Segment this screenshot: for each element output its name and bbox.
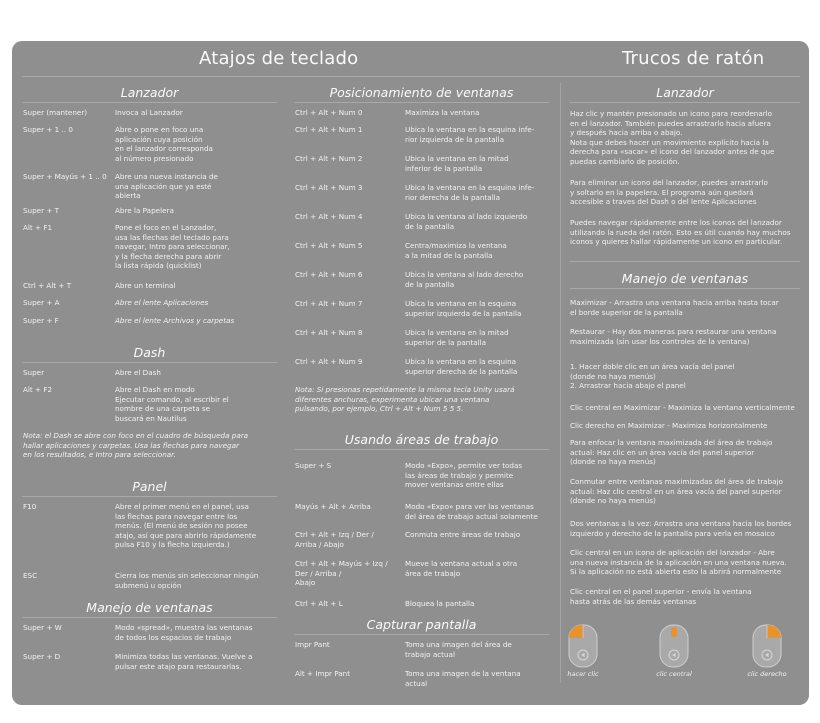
shortcut-row — [23, 108, 283, 118]
shortcut-description: Bloquea la pantalla — [405, 599, 475, 608]
shortcut-row — [23, 652, 283, 671]
shortcut-row — [295, 640, 555, 659]
shortcuts-title: Atajos de teclado — [199, 48, 359, 69]
mouse-launcher-tip-1: Haz clic y mantén presionado un icono para reordenarlo en el lanzador. También puedes arrastrarlo hacia afuera y después hacia arriba o abajo. Nota que debes hacer un movimiento explícito hacia la derecha para «sacar» el icono del lanzador antes de que puedas cambiarlo de posición. — [570, 109, 775, 166]
dash-note: Nota: el Dash se abre con foco en el cuadro de búsqueda para hallar aplicaciones y carpetas. Usa las flechas para navegar en los resultados, e Intro para seleccionar. — [23, 431, 249, 460]
shortcut-description: Toma una imagen del área de trabajo actual — [405, 640, 512, 659]
mouse-window-tip-restore: Restaurar - Hay dos maneras para restaurar una ventana maximizada (sin usar los controles de la ventana) — [570, 327, 777, 346]
shortcut-row — [295, 270, 555, 289]
mouse-window-tip-send-back: Clic central en el panel superior - envía la ventana hasta atrás de las demás ventanas — [570, 587, 752, 606]
shortcut-key: Ctrl + Alt + Num 0 — [295, 108, 363, 117]
divider — [570, 261, 800, 262]
shortcut-description: Mueve la ventana actual a otra área de trabajo — [405, 559, 518, 578]
shortcut-row — [23, 125, 283, 163]
right-click-label: clic derecho — [747, 670, 787, 678]
divider — [22, 102, 277, 103]
shortcut-key: Super + D — [23, 652, 61, 661]
shortcut-key: Ctrl + Alt + L — [295, 599, 343, 608]
shortcut-key: ESC — [23, 571, 38, 580]
shortcut-row — [23, 281, 283, 291]
shortcut-description: Invoca al Lanzador — [115, 108, 183, 117]
shortcut-row — [295, 502, 555, 521]
shortcut-row — [295, 299, 555, 318]
mouse-window-tip-new-instance: Clic central en un icono de aplicación del lanzador - Abre una nueva instancia de la aplicación en una ventana nueva. Si la aplicación no está abierta esto la abrirá normalmente — [570, 548, 787, 577]
shortcut-key: Super + A — [23, 298, 60, 307]
shortcut-row — [23, 385, 283, 423]
shortcut-description: Ubica la ventana al lado izquierdo de la pantalla — [405, 212, 528, 231]
shortcut-key: Super — [23, 368, 45, 377]
shortcut-row — [23, 571, 283, 590]
shortcut-row — [295, 559, 555, 588]
shortcut-key: Super + W — [23, 623, 62, 632]
shortcut-description: Abre el Dash — [115, 368, 161, 377]
mouse-launcher-tip-3: Puedes navegar rápidamente entre los iconos del lanzador utilizando la rueda del ratón. Esto es útil cuando hay muchos iconos y quieres hallar rápidamente un icono en particular. — [570, 218, 791, 247]
shortcut-row — [23, 298, 283, 308]
divider — [570, 288, 800, 289]
shortcut-description: Abre el primer menú en el panel, usa las flechas para navegar entre los menús. (El menú de sesión no posee atajo, así que para abrirlo rápidamente pulsa F10 y la flecha izquierda.) — [115, 502, 257, 550]
shortcut-description: Pone el foco en el Lanzador, usa las flechas del teclado para navegar, Intro para seleccionar, y la flecha derecha para abrir la lista rápida (quicklist) — [115, 223, 230, 271]
mouse-tricks-title: Trucos de ratón — [622, 48, 765, 69]
shortcut-row — [23, 502, 283, 550]
shortcut-row — [295, 125, 555, 144]
shortcut-key: Super + T — [23, 206, 60, 215]
shortcut-key: Ctrl + Alt + Num 8 — [295, 328, 363, 337]
shortcut-row — [23, 172, 283, 201]
shortcut-description: Maximiza la ventana — [405, 108, 480, 117]
dash-heading: Dash — [133, 345, 166, 360]
shortcut-key: Impr Pant — [295, 640, 330, 649]
mouse-windows-heading: Manejo de ventanas — [621, 271, 749, 286]
shortcut-key: Super + Mayús + 1 .. 0 — [23, 172, 107, 181]
shortcut-row — [23, 316, 283, 326]
middle-click-mouse-icon — [659, 624, 689, 668]
shortcut-key: Ctrl + Alt + Num 4 — [295, 212, 363, 221]
mouse-window-tip-switch: Conmutar entre ventanas maximizadas del área de trabajo actual: Haz clic central en un área vacía del panel superior (donde no haya menús) — [570, 477, 783, 506]
shortcut-row — [295, 183, 555, 202]
shortcut-row — [23, 206, 283, 216]
divider — [22, 496, 277, 497]
shortcut-key: Ctrl + Alt + Num 2 — [295, 154, 363, 163]
shortcut-description: Toma una imagen de la ventana actual — [405, 669, 521, 688]
shortcut-description: Abre un terminal — [115, 281, 176, 290]
shortcut-description: Abre la Papelera — [115, 206, 174, 215]
header-divider — [22, 76, 572, 77]
mouse-window-tip-tile: Dos ventanas a la vez: Arrastra una ventana hacia los bordes izquierdo y derecho de la pantalla para verla en mosaico — [570, 519, 792, 538]
shortcut-row — [295, 108, 555, 118]
shortcut-description: Ubica la ventana en la esquina infe- rior izquierda de la pantalla — [405, 125, 535, 144]
shortcut-description: Abre el Dash en modo Ejecutar comando, al escribir el nombre de una carpeta se buscará en Nautilus — [115, 385, 229, 423]
cheatsheet-panel — [12, 41, 809, 705]
shortcut-key: Ctrl + Alt + Izq / Der / Arriba / Abajo — [295, 530, 374, 549]
shortcut-key: Super (mantener) — [23, 108, 88, 117]
right-click-mouse-icon — [752, 624, 782, 668]
shortcut-description: Ubica la ventana al lado derecho de la pantalla — [405, 270, 524, 289]
header-divider-right — [570, 76, 800, 77]
divider — [22, 362, 277, 363]
shortcut-description: Centra/maximiza la ventana a la mitad de la pantalla — [405, 241, 507, 260]
shortcut-key: Ctrl + Alt + Num 3 — [295, 183, 363, 192]
shortcut-key: Super + F — [23, 316, 59, 325]
shortcut-key: Alt + F1 — [23, 223, 53, 232]
shortcut-description: Abre una nueva instancia de una aplicación que ya esté abierta — [115, 172, 218, 201]
workspaces-heading: Usando áreas de trabajo — [344, 432, 499, 447]
shortcut-key: Ctrl + Alt + Num 5 — [295, 241, 363, 250]
mouse-window-tip-middle: Clic central en Maximizar - Maximiza la ventana verticalmente — [570, 403, 795, 412]
shortcut-description: Abre el lente Archivos y carpetas — [115, 316, 235, 325]
column-divider — [560, 83, 561, 683]
shortcut-key: Ctrl + Alt + Num 1 — [295, 125, 363, 134]
shortcut-key: Alt + Impr Pant — [295, 669, 351, 678]
shortcut-key: Ctrl + Alt + Num 6 — [295, 270, 363, 279]
left-click-mouse-icon — [568, 624, 598, 668]
divider — [294, 102, 549, 103]
shortcut-row — [23, 223, 283, 271]
panel-heading: Panel — [132, 479, 167, 494]
shortcut-key: Mayús + Alt + Arriba — [295, 502, 371, 511]
shortcut-row — [295, 154, 555, 173]
shortcut-description: Conmuta entre áreas de trabajo — [405, 530, 521, 539]
shortcut-description: Ubica la ventana en la mitad superior de la pantalla — [405, 328, 509, 347]
shortcut-row — [295, 461, 555, 490]
shortcut-description: Modo «spread», muestra las ventanas de todos los espacios de trabajo — [115, 623, 253, 642]
positioning-note: Nota: Si presionas repetidamente la misma tecla Unity usará diferentes anchuras, experimenta ubicar una ventana pulsando, por ejemplo, Ctrl + Alt + Num 5 5 5. — [295, 385, 515, 414]
mouse-launcher-tip-2: Para eliminar un icono del lanzador, puedes arrastrarlo y soltarlo en la papelera. El programa aún quedará accesible a traves del Dash o del lente Aplicaciones — [570, 178, 768, 207]
shortcut-row — [295, 669, 555, 688]
positioning-heading: Posicionamiento de ventanas — [329, 85, 514, 100]
shortcut-description: Cierra los menús sin seleccionar ningún submenú u opción — [115, 571, 259, 590]
capture-heading: Capturar pantalla — [366, 617, 477, 632]
mouse-window-tip-maximize: Maximizar - Arrastra una ventana hacia arriba hasta tocar el borde superior de la pantalla — [570, 298, 779, 317]
middle-click-label: clic central — [656, 670, 692, 678]
shortcut-description: Modo «Expo», permite ver todas las áreas de trabajo y permite mover ventanas entre ellas — [405, 461, 523, 490]
shortcut-description: Abre el lente Aplicaciones — [115, 298, 209, 307]
shortcut-row — [295, 241, 555, 260]
shortcut-key: Ctrl + Alt + Mayús + Izq / Der / Arriba / Abajo — [295, 559, 388, 588]
divider — [294, 634, 549, 635]
shortcut-description: Abre o pone en foco una aplicación cuya posición en el lanzador corresponda al número presionado — [115, 125, 213, 163]
mouse-launcher-heading: Lanzador — [656, 85, 714, 100]
shortcut-description: Ubica la ventana en la mitad inferior de la pantalla — [405, 154, 509, 173]
shortcut-description: Ubica la ventana en la esquina superior derecha de la pantalla — [405, 357, 518, 376]
shortcut-description: Ubica la ventana en la esquina superior izquierda de la pantalla — [405, 299, 522, 318]
divider — [22, 617, 277, 618]
shortcut-row — [295, 357, 555, 376]
window-management-heading: Manejo de ventanas — [86, 600, 213, 615]
left-click-label: hacer clic — [567, 670, 599, 678]
shortcut-description: Ubica la ventana en la esquina infe- rior derecha de la pantalla — [405, 183, 535, 202]
shortcut-key: Super + 1 .. 0 — [23, 125, 73, 134]
shortcut-key: Alt + F2 — [23, 385, 53, 394]
shortcut-key: Ctrl + Alt + Num 9 — [295, 357, 363, 366]
shortcut-key: Super + S — [295, 461, 332, 470]
divider — [570, 102, 800, 103]
shortcut-description: Modo «Expo» para ver las ventanas del área de trabajo actual solamente — [405, 502, 538, 521]
mouse-window-tip-right: Clic derecho en Maximizar - Maximiza horizontalmente — [570, 421, 768, 430]
shortcut-row — [23, 623, 283, 642]
mouse-window-tip-focus: Para enfocar la ventana maximizada del área de trabajo actual: Haz clic en un área vacía del panel superior (donde no haya menús) — [570, 438, 773, 467]
shortcut-description: Minimiza todas las ventanas. Vuelve a pulsar este atajo para restaurarlas. — [115, 652, 253, 671]
shortcut-key: Ctrl + Alt + Num 7 — [295, 299, 363, 308]
shortcut-row — [295, 328, 555, 347]
shortcut-row — [295, 530, 555, 549]
shortcut-row — [295, 599, 555, 609]
divider — [294, 449, 549, 450]
shortcut-key: Ctrl + Alt + T — [23, 281, 72, 290]
shortcut-row — [295, 212, 555, 231]
launcher-heading: Lanzador — [120, 85, 179, 100]
shortcut-key: F10 — [23, 502, 37, 511]
shortcut-row — [23, 368, 283, 378]
mouse-window-tip-restore-steps: 1. Hacer doble clic en un área vacía del panel (donde no haya menús) 2. Arrastrar hacia abajo el panel — [570, 362, 735, 391]
